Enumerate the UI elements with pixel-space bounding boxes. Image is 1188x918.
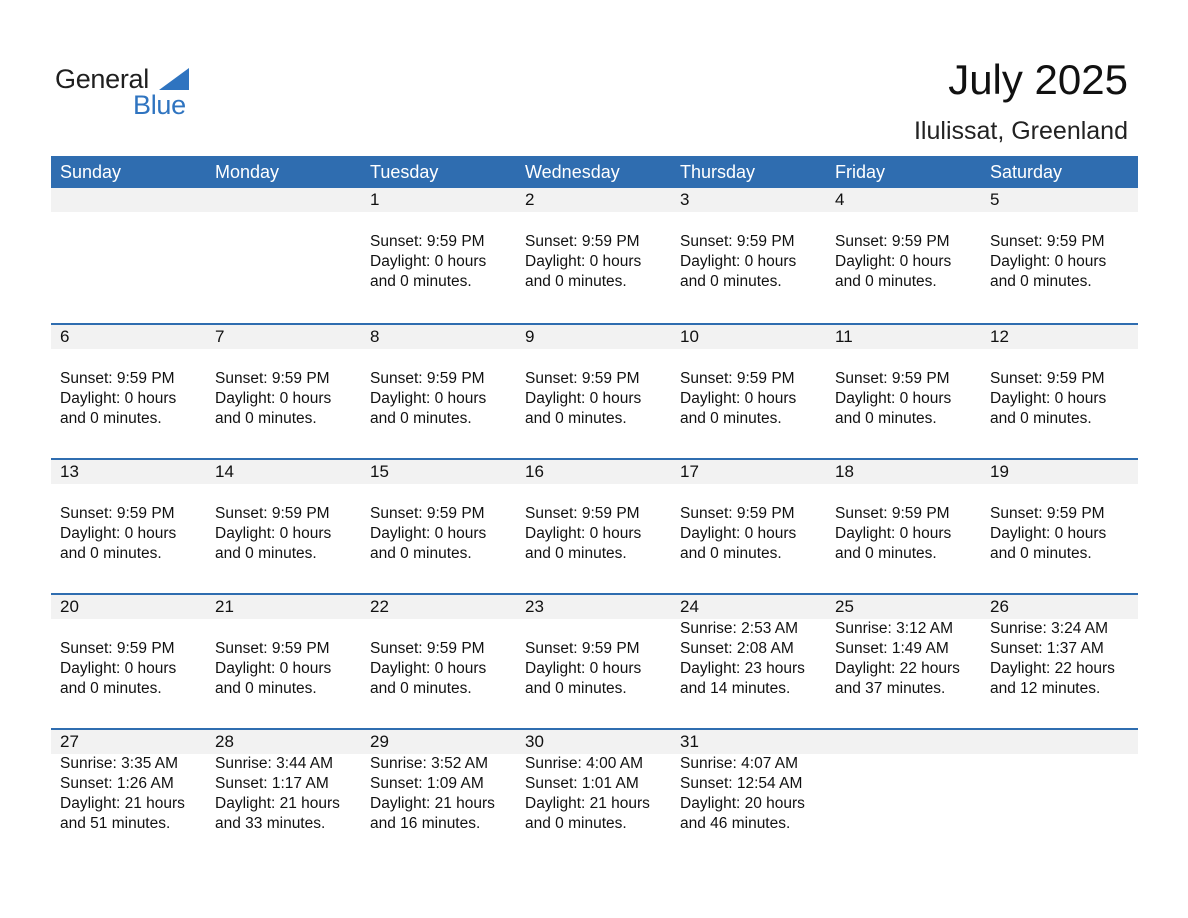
day-number: 28 [215,732,234,751]
sun-info-line: and 46 minutes. [680,815,791,832]
sun-info-line: Daylight: 0 hours [215,660,332,677]
calendar-week-row [51,593,1138,728]
date-number-row [51,325,1138,349]
sun-info-line: Daylight: 0 hours [370,525,487,542]
day-number: 29 [370,732,389,751]
sun-info-line [60,619,206,639]
sun-info-line: Daylight: 22 hours [835,660,960,677]
logo-text-general: General [55,64,149,94]
day-sun-info [206,754,361,834]
sun-info-line: and 0 minutes. [680,545,782,562]
sun-info-line: and 37 minutes. [835,680,946,697]
sun-info-line: Daylight: 0 hours [835,253,952,270]
day-sun-info [981,754,1138,834]
day-number: 15 [370,462,389,481]
day-sun-info [361,212,516,292]
sun-info-line: Sunrise: 3:24 AM [990,620,1109,637]
day-info-row [51,349,1138,429]
day-sun-info [51,484,206,564]
day-sun-info [206,212,361,292]
sun-info-line: Sunset: 9:59 PM [370,505,485,522]
day-number: 2 [525,190,535,209]
day-number: 4 [835,190,845,209]
sun-info-line: and 0 minutes. [525,410,627,427]
sun-info-line: Daylight: 0 hours [990,525,1107,542]
sun-info-line: Daylight: 21 hours [215,795,340,812]
sun-info-line: Daylight: 22 hours [990,660,1115,677]
sun-info-line: Daylight: 0 hours [835,525,952,542]
day-sun-info [51,754,206,834]
sun-info-line: Sunrise: 3:52 AM [370,755,489,772]
sun-info-line [215,619,361,639]
day-sun-info [206,349,361,429]
sun-info-line [525,619,671,639]
sun-info-line [370,619,516,639]
day-number: 23 [525,597,544,616]
day-info-row [51,754,1138,834]
day-number [826,730,981,754]
sun-info-line: and 0 minutes. [525,273,627,290]
sun-info-line: Sunset: 9:59 PM [990,233,1105,250]
day-sun-info [361,484,516,564]
sun-info-line: Sunset: 1:09 AM [370,775,484,792]
sun-info-line: and 0 minutes. [215,410,317,427]
calendar-week-row [51,323,1138,458]
day-sun-info [206,619,361,699]
sun-info-line: Sunset: 9:59 PM [525,233,640,250]
day-number: 7 [215,327,225,346]
day-sun-info [516,484,671,564]
sun-info-line: Sunset: 9:59 PM [60,370,175,387]
sun-info-line: Daylight: 0 hours [990,390,1107,407]
day-number [51,188,206,212]
sun-info-line: Sunset: 9:59 PM [990,505,1105,522]
day-info-row [51,212,1138,292]
sun-info-line: Sunset: 9:59 PM [215,505,330,522]
day-sun-info [981,349,1138,429]
sun-info-line: Sunset: 9:59 PM [370,233,485,250]
calendar-week-row [51,458,1138,593]
sun-info-line: and 0 minutes. [835,545,937,562]
day-sun-info [981,212,1138,292]
date-number-row [51,595,1138,619]
sun-info-line: Sunset: 9:59 PM [835,505,950,522]
sun-info-line: and 14 minutes. [680,680,791,697]
sun-info-line: and 0 minutes. [215,545,317,562]
sun-info-line: and 0 minutes. [525,545,627,562]
calendar-week-row [51,728,1138,863]
sun-info-line: Daylight: 0 hours [680,390,797,407]
sun-info-line: Daylight: 0 hours [370,390,487,407]
day-info-row [51,619,1138,699]
sun-info-line: Sunset: 9:59 PM [835,233,950,250]
day-number: 13 [60,462,79,481]
sun-info-line: and 0 minutes. [835,273,937,290]
sun-info-line: Daylight: 0 hours [525,253,642,270]
day-number: 19 [990,462,1009,481]
sun-info-line: Sunset: 1:17 AM [215,775,329,792]
day-sun-info [671,349,826,429]
day-number: 5 [990,190,1000,209]
day-sun-info [361,619,516,699]
sun-info-line: Sunset: 9:59 PM [370,640,485,657]
sun-info-line: Sunset: 2:08 AM [680,640,794,657]
day-number: 27 [60,732,79,751]
date-number-row [51,730,1138,754]
logo-triangle-icon [159,68,189,90]
day-sun-info [51,212,206,292]
sun-info-line: and 16 minutes. [370,815,481,832]
calendar-week-row [51,188,1138,323]
sun-info-line: Sunrise: 3:12 AM [835,620,954,637]
sun-info-line: and 12 minutes. [990,680,1101,697]
day-info-row [51,484,1138,564]
page-title: July 2025 [948,56,1128,103]
day-sun-info [361,349,516,429]
day-number: 17 [680,462,699,481]
date-number-row [51,460,1138,484]
weekday-header-row [51,156,1138,188]
day-number: 30 [525,732,544,751]
day-number: 3 [680,190,690,209]
sun-info-line: and 0 minutes. [370,680,472,697]
sun-info-line: and 0 minutes. [370,273,472,290]
sun-info-line: and 0 minutes. [525,815,627,832]
sun-info-line: Sunset: 9:59 PM [680,505,795,522]
day-sun-info [826,484,981,564]
brand-logo [55,64,205,120]
sun-info-line: Sunset: 9:59 PM [990,370,1105,387]
day-number: 1 [370,190,380,209]
day-sun-info [671,754,826,834]
sun-info-line: Sunset: 1:01 AM [525,775,639,792]
sun-info-line: Daylight: 0 hours [680,253,797,270]
day-sun-info [826,349,981,429]
sun-info-line: Sunset: 9:59 PM [60,505,175,522]
sun-info-line: Daylight: 21 hours [60,795,185,812]
sun-info-line: Sunset: 9:59 PM [680,370,795,387]
sun-info-line: Sunset: 9:59 PM [60,640,175,657]
sun-info-line: Sunrise: 3:44 AM [215,755,334,772]
sun-info-line: Daylight: 20 hours [680,795,805,812]
day-number: 6 [60,327,70,346]
sun-info-line: Daylight: 0 hours [680,525,797,542]
sun-info-line: Daylight: 0 hours [60,525,177,542]
day-sun-info [981,484,1138,564]
day-sun-info [516,349,671,429]
logo-text-blue: Blue [133,90,186,120]
sun-info-line: Sunset: 9:59 PM [680,233,795,250]
calendar-weeks [51,188,1138,863]
day-sun-info [826,619,981,699]
day-sun-info [671,484,826,564]
day-sun-info [516,619,671,699]
day-number: 12 [990,327,1009,346]
sun-info-line: Daylight: 0 hours [370,253,487,270]
day-sun-info [671,212,826,292]
weekday-header: Thursday [680,162,756,182]
sun-info-line: Daylight: 0 hours [525,525,642,542]
sun-info-line: Sunset: 9:59 PM [215,640,330,657]
sun-info-line: and 0 minutes. [60,410,162,427]
sun-info-line: and 0 minutes. [370,410,472,427]
day-number: 24 [680,597,699,616]
calendar-grid [51,156,1138,863]
day-sun-info [981,619,1138,699]
day-number: 22 [370,597,389,616]
weekday-header: Tuesday [370,162,439,182]
sun-info-line: and 0 minutes. [525,680,627,697]
sun-info-line: and 0 minutes. [990,545,1092,562]
sun-info-line: Daylight: 0 hours [525,390,642,407]
sun-info-line: Daylight: 0 hours [60,660,177,677]
sun-info-line: and 0 minutes. [990,410,1092,427]
weekday-header: Friday [835,162,886,182]
sun-info-line: Sunrise: 4:00 AM [525,755,644,772]
sun-info-line: Sunrise: 3:35 AM [60,755,179,772]
sun-info-line: Sunrise: 2:53 AM [680,620,799,637]
weekday-header: Monday [215,162,280,182]
sun-info-line: Daylight: 0 hours [60,390,177,407]
sun-info-line: and 0 minutes. [990,273,1092,290]
day-sun-info [671,619,826,699]
day-number: 11 [835,327,853,346]
sun-info-line: Daylight: 0 hours [525,660,642,677]
sun-info-line: and 0 minutes. [370,545,472,562]
sun-info-line: Sunrise: 4:07 AM [680,755,799,772]
day-number: 10 [680,327,699,346]
day-number: 21 [215,597,234,616]
sun-info-line: Sunset: 1:49 AM [835,640,949,657]
day-sun-info [826,212,981,292]
day-number: 18 [835,462,854,481]
sun-info-line: Daylight: 0 hours [215,525,332,542]
sun-info-line: Sunset: 9:59 PM [525,505,640,522]
day-sun-info [206,484,361,564]
sun-info-line: Sunset: 1:26 AM [60,775,174,792]
sun-info-line: Sunset: 9:59 PM [370,370,485,387]
sun-info-line: and 51 minutes. [60,815,171,832]
day-sun-info [51,619,206,699]
sun-info-line: Daylight: 0 hours [370,660,487,677]
day-number: 9 [525,327,535,346]
weekday-header: Sunday [60,162,122,182]
day-sun-info [51,349,206,429]
sun-info-line: and 33 minutes. [215,815,326,832]
sun-info-line: and 0 minutes. [835,410,937,427]
weekday-header: Wednesday [525,162,620,182]
day-sun-info [361,754,516,834]
sun-info-line: and 0 minutes. [60,680,162,697]
sun-info-line: and 0 minutes. [680,410,782,427]
day-sun-info [826,754,981,834]
sun-info-line: Sunset: 9:59 PM [835,370,950,387]
day-number: 26 [990,597,1009,616]
sun-info-line: Daylight: 0 hours [835,390,952,407]
sun-info-line: Sunset: 1:37 AM [990,640,1104,657]
sun-info-line: and 0 minutes. [680,273,782,290]
day-number: 20 [60,597,79,616]
sun-info-line: Daylight: 0 hours [990,253,1107,270]
sun-info-line: Daylight: 21 hours [525,795,650,812]
weekday-header: Saturday [990,162,1063,182]
date-number-row [51,188,1138,212]
sun-info-line: Sunset: 12:54 AM [680,775,803,792]
day-number: 25 [835,597,854,616]
day-number: 31 [680,732,699,751]
sun-info-line: and 0 minutes. [215,680,317,697]
sun-info-line: Daylight: 21 hours [370,795,495,812]
location-subtitle: Ilulissat, Greenland [913,117,1128,145]
day-number [206,188,361,212]
day-sun-info [516,754,671,834]
day-number: 16 [525,462,544,481]
day-number [981,730,1138,754]
day-number: 8 [370,327,380,346]
sun-info-line: Daylight: 0 hours [215,390,332,407]
day-number: 14 [215,462,234,481]
sun-info-line: Sunset: 9:59 PM [525,640,640,657]
sun-info-line: Sunset: 9:59 PM [215,370,330,387]
sun-info-line: Daylight: 23 hours [680,660,805,677]
day-sun-info [516,212,671,292]
sun-info-line: Sunset: 9:59 PM [525,370,640,387]
sun-info-line: and 0 minutes. [60,545,162,562]
